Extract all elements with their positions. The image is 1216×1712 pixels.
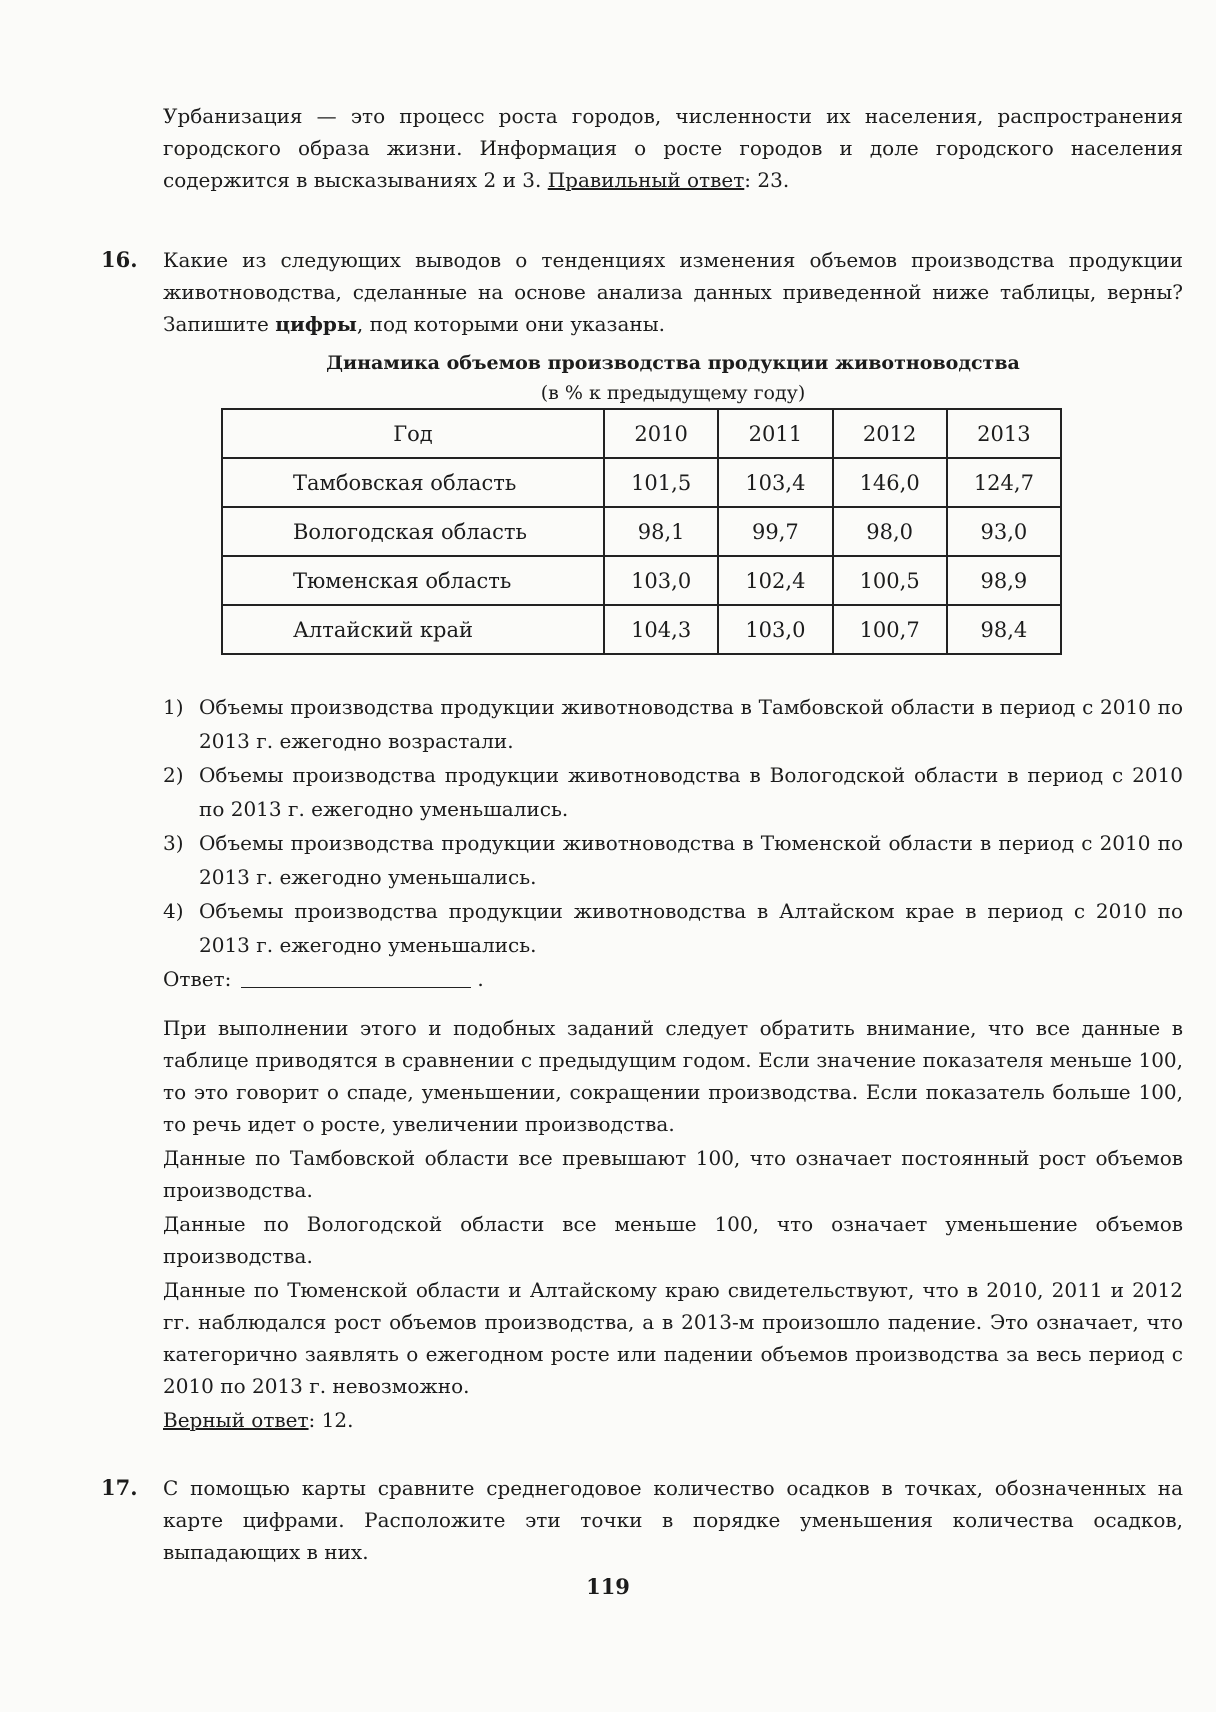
table-title: Динамика объемов производства продукции животноводства <box>326 352 1020 374</box>
header-cell: 2013 <box>947 409 1061 458</box>
value-cell: 102,4 <box>718 556 832 605</box>
region-cell: Тамбовская область <box>222 458 604 507</box>
option-text: Объемы производства продукции животноводства в Тюменской области в период с 2010 по 2013 г. ежегодно уменьшались. <box>199 831 1183 889</box>
value-cell: 98,0 <box>833 507 947 556</box>
correct-answer-label: Верный ответ <box>163 1408 309 1432</box>
question-16-text-a: Какие из следующих выводов о тенденциях изменения объемов производства продукции животноводства, сделанные на основе анализа данных приведенной ниже таблицы, верны? Запишите <box>163 248 1183 336</box>
value-cell: 99,7 <box>718 507 832 556</box>
correct-answer-value: : 12. <box>308 1408 354 1432</box>
question-16-text-b: , под которыми они указаны. <box>356 312 665 336</box>
value-cell: 93,0 <box>947 507 1061 556</box>
option-text: Объемы производства продукции животноводства в Алтайском крае в период с 2010 по 2013 г. ежегодно уменьшались. <box>199 899 1183 957</box>
option-item <box>163 758 1183 826</box>
option-text: Объемы производства продукции животноводства в Вологодской области в период с 2010 по 2013 г. ежегодно уменьшались. <box>199 763 1183 821</box>
question-16-text <box>163 244 1183 340</box>
answer-blank-line[interactable] <box>241 965 471 988</box>
question-16-text-bold: цифры <box>275 312 357 336</box>
answer-label: Ответ: <box>163 967 232 991</box>
explanation-paragraph: Данные по Тамбовской области все превышают 100, что означает постоянный рост объемов производства. <box>163 1146 1183 1202</box>
value-cell: 124,7 <box>947 458 1061 507</box>
intro-answer-value: : 23. <box>744 168 790 192</box>
region-cell: Тюменская область <box>222 556 604 605</box>
table-header-row <box>222 409 1061 458</box>
table-row <box>222 605 1061 654</box>
explanation <box>163 1012 1183 1436</box>
explanation-paragraph: При выполнении этого и подобных заданий следует обратить внимание, что все данные в таблице приводятся в сравнении с предыдущим годом. Если значение показателя меньше 100, то это говорит о спаде, уменьшении, сокращении производства. Если показатель больше 100, то речь идет о росте, увеличении производства. <box>163 1016 1183 1136</box>
option-item <box>163 826 1183 894</box>
intro-answer-label: Правильный ответ <box>547 168 745 192</box>
intro-text: Урбанизация — это процесс роста городов, численности их населения, распространения городского образа жизни. Информация о росте городов и доле городского населения содержится в высказываниях 2 и 3. <box>163 104 1183 192</box>
option-item <box>163 894 1183 962</box>
value-cell: 146,0 <box>833 458 947 507</box>
production-table <box>221 408 1062 655</box>
answer-options <box>163 690 1183 996</box>
table-row <box>222 507 1061 556</box>
table-row <box>222 458 1061 507</box>
answer-end: . <box>477 967 484 991</box>
intro-paragraph <box>163 100 1183 196</box>
header-cell: 2010 <box>604 409 718 458</box>
value-cell: 103,0 <box>604 556 718 605</box>
option-number: 2) <box>163 763 184 787</box>
explanation-paragraph: Данные по Тюменской области и Алтайскому краю свидетельствуют, что в 2010, 2011 и 2012 гг. наблюдался рост объемов производства, а в 2013-м произошло падение. Это означает, что категорично заявлять о ежегодном росте или падении объемов производства за весь период с 2010 по 2013 г. невозможно. <box>163 1278 1183 1398</box>
question-16-number: 16. <box>101 247 138 272</box>
value-cell: 98,9 <box>947 556 1061 605</box>
answer-row <box>163 962 1183 996</box>
header-cell: Год <box>222 409 604 458</box>
correct-answer <box>163 1404 1183 1436</box>
value-cell: 103,0 <box>718 605 832 654</box>
question-17-text: С помощью карты сравните среднегодовое количество осадков в точках, обозначенных на карте цифрами. Расположите эти точки в порядке уменьшения количества осадков, выпадающих в них. <box>163 1476 1183 1564</box>
region-cell: Алтайский край <box>222 605 604 654</box>
table-caption <box>163 348 1183 408</box>
value-cell: 104,3 <box>604 605 718 654</box>
option-item <box>163 690 1183 758</box>
value-cell: 103,4 <box>718 458 832 507</box>
table-row <box>222 556 1061 605</box>
option-text: Объемы производства продукции животноводства в Тамбовской области в период с 2010 по 2013 г. ежегодно возрастали. <box>199 695 1183 753</box>
page-number: 119 <box>586 1574 630 1599</box>
region-cell: Вологодская область <box>222 507 604 556</box>
value-cell: 100,5 <box>833 556 947 605</box>
value-cell: 100,7 <box>833 605 947 654</box>
option-number: 3) <box>163 831 184 855</box>
option-number: 1) <box>163 695 184 719</box>
option-number: 4) <box>163 899 184 923</box>
table-subtitle: (в % к предыдущему году) <box>540 382 806 404</box>
value-cell: 101,5 <box>604 458 718 507</box>
value-cell: 98,4 <box>947 605 1061 654</box>
header-cell: 2012 <box>833 409 947 458</box>
explanation-paragraph: Данные по Вологодской области все меньше 100, что означает уменьшение объемов производства. <box>163 1212 1183 1268</box>
header-cell: 2011 <box>718 409 832 458</box>
question-17-number: 17. <box>101 1475 138 1500</box>
value-cell: 98,1 <box>604 507 718 556</box>
